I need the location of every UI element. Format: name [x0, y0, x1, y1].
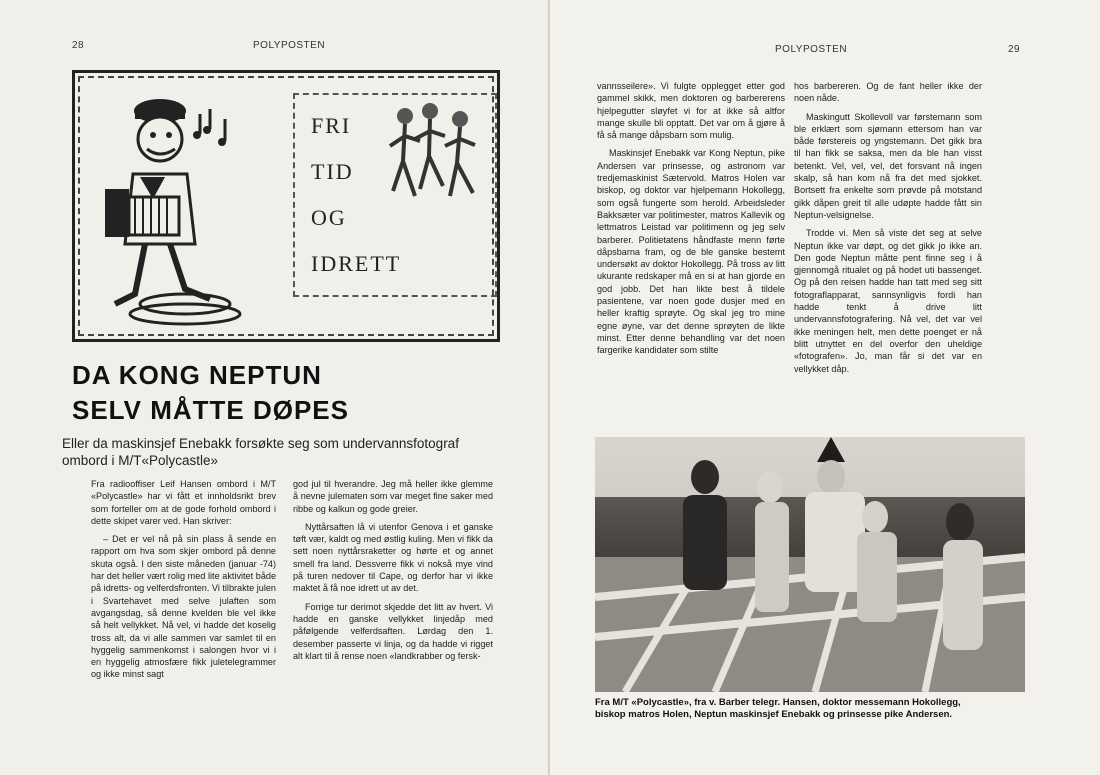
photo-caption-line-2: biskop matros Holen, Neptun maskinsjef Enebakk og prinsesse pike Andersen. — [595, 709, 953, 720]
page-number-left: 28 — [72, 40, 85, 51]
paragraph: – Det er vel nå på sin plass å sende en rapport om hva som skjer ombord på denne skuta også. I den siste måneden (januar -74) har det heller vært rolig med lite aktivitet både på idretts- og velferdsfronten. Vi tilbrakte julen i Svartehavet med selve julaften som avgangsdag, så denne kvelden ble vel ikke så helt vellykket. Nå vel, vi hadde det koselig tross alt, da vi alle sammen var samlet til en hyggelig sammenkomst i salongen hvor vi i en hyggelig atmosfære fikk juletelegrammer og ikke minst sagt — [91, 534, 276, 680]
right-column-2 — [794, 80, 982, 381]
running-header-left: POLYPOSTEN — [253, 40, 326, 51]
paragraph: vannsseilere». Vi fulgte opplegget etter god gammel skikk, men doktoren og barbererens hjelpegutter sløyfet vi for at ikke så altfor mange skulle bli opptatt. Det var om å gjøre å få så mange dåpsbarn som mulig. — [597, 81, 785, 141]
accordion-sailor-illustration — [85, 79, 265, 333]
page-number-right: 29 — [1008, 44, 1021, 55]
heading-word-4: IDRETT — [311, 251, 402, 276]
paragraph: hos barbereren. Og de fant heller ikke der noen nåde. — [794, 81, 982, 104]
runners-illustration — [385, 101, 485, 211]
article-title-line-2: SELV MÅTTE DØPES — [72, 395, 349, 425]
ceremony-photo — [595, 437, 1025, 692]
right-column-1 — [597, 80, 785, 363]
paragraph: Maskingutt Skollevoll var førstemann som ble erklært som sjømann ettersom han var både førstereis og yngstemann. Det gikk bra til han fikk se saksa, men da ble han visst betenkt. Vel, vel, vel, det forsvant nå ingen skalp, så han kom nå fra det med sjokket. Bortsett fra enkelte som prøvde på motstand gikk dåpen greit til alle udøpte hadde fått sin Neptun-velsignelse. — [794, 111, 982, 220]
heading-word-2: TID — [311, 159, 354, 184]
section-banner — [72, 70, 500, 342]
heading-word-1: FRI — [311, 113, 352, 138]
paragraph: Trodde vi. Men så viste det seg at selve Neptun ikke var døpt, og det gikk jo ikke an. Den gode Neptun måtte pent finne seg i å gjennomgå ritualet og på hodet uti bassenget. Og på den reisen hadde han tatt med seg sitt fotograflapparat, sannsynligvis fordi han hadde tenkt å drive litt undervannsfotografering. Nå vel, det var vel ikke meningen helt, men dette poenget er nå blitt utnyttet en del overfor den uheldige «fotografen». Jo, man får si det var en vellykket dåp. — [794, 228, 982, 374]
paragraph: Nyttårsaften lå vi utenfor Genova i et ganske tøft vær, kaldt og med østlig kuling. Men vi fikk da sett noen nyttårsraketter og hørte et og annet smell fra land. Dessverre fikk vi nokså mye vind på turen nedover til Cape, og derfor har vi ikke maktet å få noe idrett ut av det. — [293, 521, 493, 594]
heading-frame — [293, 93, 497, 297]
photo-caption-line-1: Fra M/T «Polycastle», fra v. Barber telegr. Hansen, doktor messemann Hokollegg, — [595, 697, 961, 708]
paragraph: god jul til hverandre. Jeg må heller ikke glemme å nevne julematen som var meget fine saker med ribbe og kalkun og gode greier. — [293, 479, 493, 514]
photo-caption — [595, 697, 1035, 721]
paragraph: Maskinsjef Enebakk var Kong Neptun, pike Andersen var prinsesse, og astronom var tredjemaskinist Sætervold. Matros Holen var biskop, og doktor var hjelpemann Hokollegg, som også fungerte som herold. Arbeidsleder Bakksæter var politimester, matros Kallevik og lettmatros Leistad var politimenn og jeg selv barberer. Politietatens håndfaste menn førte dåpsbarna fram, og de ble ganske bestemt undersøkt av doktor Hokollegg. På tross av litt ukurante redskaper må en si at han gjorde en god jobb. Det han likte best å tildele pasientene, var noen gode dusjer med en heller kraftig sprøyte. Og skal jeg tro mine egne øyne, var det denne sprøyten de likte minst. Etter denne behandling var det noen fargerike kandidater som stilte — [597, 148, 785, 356]
heading-word-3: OG — [311, 205, 347, 230]
paragraph: Fra radiooffiser Leif Hansen ombord i M/T «Polycastle» har vi fått et innholdsrikt brev som forteller om at de gode forhold ombord i dette skipet varer ved. Han skriver: — [91, 479, 276, 526]
paragraph: Forrige tur derimot skjedde det litt av hvert. Vi hadde en ganske vellykket linjedåp med påfølgende velferdsaften. Lørdag den 1. desember passerte vi linja, og da hadde vi rigget alt klart til å rense noen «landkrabber og fersk- — [293, 601, 493, 661]
article-subtitle: Eller da maskinsjef Enebakk forsøkte seg som undervannsfotograf ombord i M/T«Polycastle» — [62, 436, 459, 468]
left-column-2 — [293, 478, 493, 668]
article-title-line-1: DA KONG NEPTUN — [72, 360, 322, 390]
running-header-right: POLYPOSTEN — [775, 44, 848, 55]
left-column-1 — [91, 478, 276, 687]
